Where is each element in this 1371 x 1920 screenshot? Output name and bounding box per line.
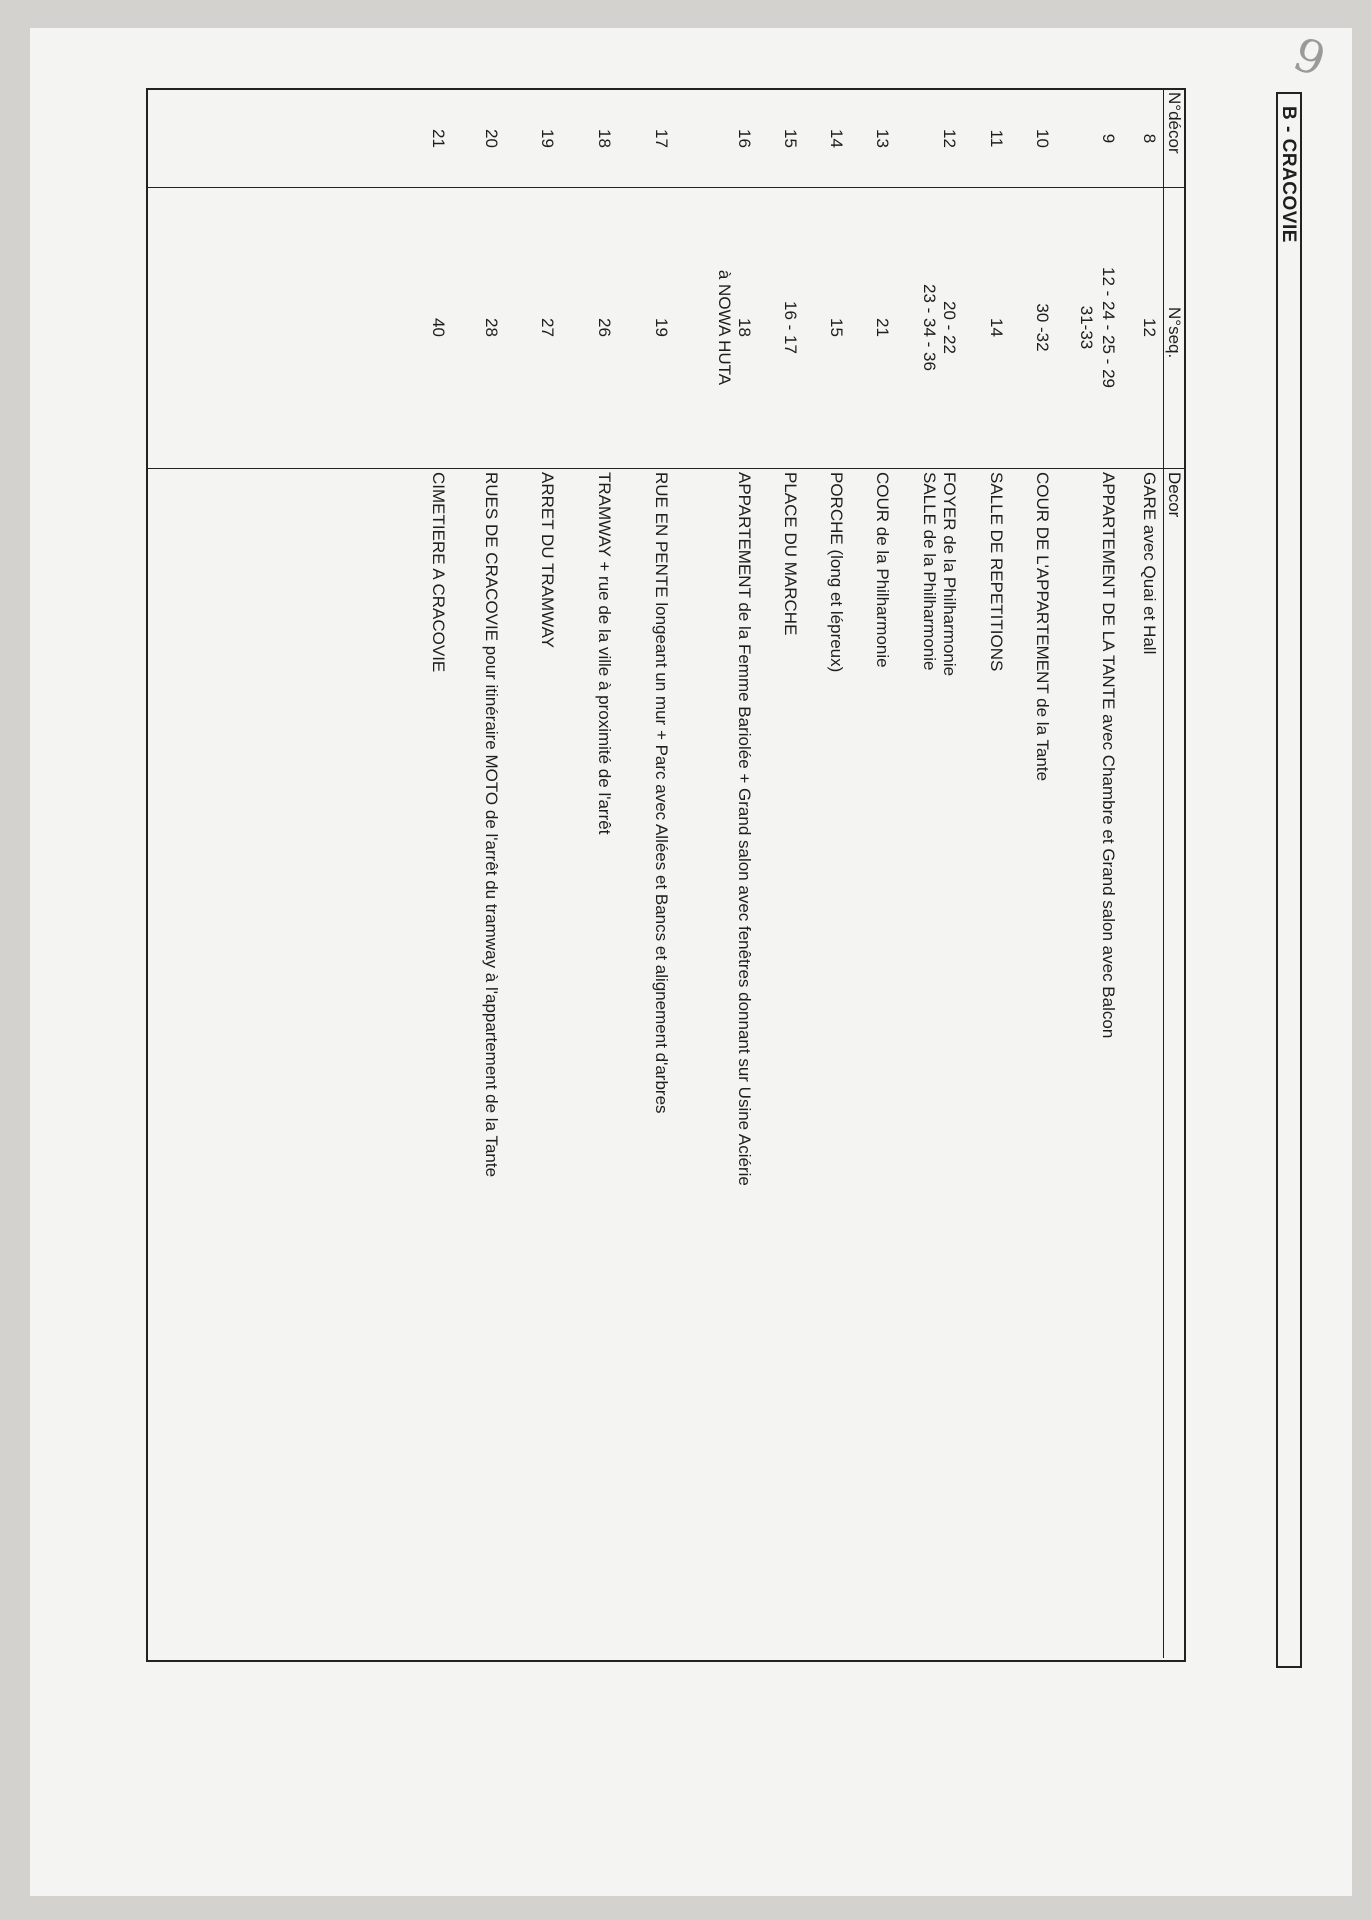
section-banner <box>1276 92 1302 1668</box>
rotated-document-content <box>102 88 1302 1678</box>
table-row-decor: RUES DE CRACOVIE pour itinéraire MOTO de l'arrêt du tramway à l'appartement de la Tante <box>482 472 501 1178</box>
header-num-seq: N°seq. <box>1165 307 1184 359</box>
table-row-num: 20 <box>482 129 501 148</box>
table-row-seq: 12 <box>1140 318 1159 337</box>
table-row-decor: PORCHE (long et lépreux) <box>827 472 846 673</box>
section-title: B - CRACOVIE <box>1278 106 1299 243</box>
table-row-seq: 15 <box>827 318 846 337</box>
table-row-num: 10 <box>1033 129 1052 148</box>
table-row-num: 17 <box>652 129 671 148</box>
table-row-num: 14 <box>827 129 846 148</box>
table-row-seq: 18 <box>735 318 754 337</box>
table-row-seq: 19 <box>652 318 671 337</box>
table-row-num: 8 <box>1140 133 1159 144</box>
table-row-seq: 40 <box>429 318 448 337</box>
table-row-num: 12 <box>940 129 959 148</box>
table-row-decor: PLACE DU MARCHE <box>781 472 800 636</box>
table-row-seq: 27 <box>538 318 557 337</box>
decor-table <box>146 88 1186 1662</box>
table-row-decor: RUE EN PENTE longeant un mur + Parc avec Allées et Bancs et alignement d'arbres <box>652 472 671 1114</box>
table-row-seq: 21 <box>873 318 892 337</box>
handwritten-page-number: 9 <box>1286 26 1333 88</box>
table-row-decor-line2: SALLE de la Philharmonie <box>920 472 939 671</box>
table-row-num: 15 <box>781 129 800 148</box>
table-row-decor: APPARTEMENT de la Femme Bariolée + Grand salon avec fenêtres donnant sur Usine Aciérie <box>735 472 754 1186</box>
table-row-decor: CIMETIERE A CRACOVIE <box>429 472 448 673</box>
table-row-decor: APPARTEMENT DE LA TANTE avec Chambre et Grand salon avec Balcon <box>1099 472 1118 1039</box>
table-row-decor: ARRET DU TRAMWAY <box>538 472 557 648</box>
table-row-decor: SALLE DE REPETITIONS <box>987 472 1006 672</box>
table-row-num: 19 <box>538 129 557 148</box>
table-row-decor: FOYER de la Philharmonie <box>940 472 959 677</box>
table-row-num: 21 <box>429 129 448 148</box>
table-row-seq: 30 -32 <box>1033 303 1052 352</box>
table-row-seq-line2: 23 - 34 - 36 <box>920 284 939 371</box>
table-row-seq: 20 - 22 <box>940 301 959 354</box>
table-row-seq-line2: 31-33 <box>1077 305 1096 350</box>
header-decor: Decor <box>1165 472 1184 518</box>
table-row-num: 9 <box>1099 133 1118 144</box>
table-row-seq: 26 <box>595 318 614 337</box>
table-row-num: 13 <box>873 129 892 148</box>
table-row-seq: 12 - 24 - 25 - 29 <box>1099 267 1118 388</box>
table-row-seq: 16 - 17 <box>781 301 800 354</box>
table-row-decor: COUR DE L'APPARTEMENT de la Tante <box>1033 472 1052 782</box>
table-row-num: 18 <box>595 129 614 148</box>
table-row-seq-line2: à NOWA HUTA <box>715 269 734 386</box>
table-row-decor: TRAMWAY + rue de la ville à proximité de l'arrêt <box>595 472 614 835</box>
table-row-seq: 28 <box>482 318 501 337</box>
table-row-seq: 14 <box>987 318 1006 337</box>
table-row-decor: GARE avec Quai et Hall <box>1140 472 1159 655</box>
header-num-decor: N°décor <box>1165 92 1184 154</box>
column-divider-2 <box>148 468 1184 469</box>
table-row-num: 16 <box>735 129 754 148</box>
table-row-num: 11 <box>987 129 1006 148</box>
table-row-decor: COUR de la Philharmonie <box>873 472 892 668</box>
